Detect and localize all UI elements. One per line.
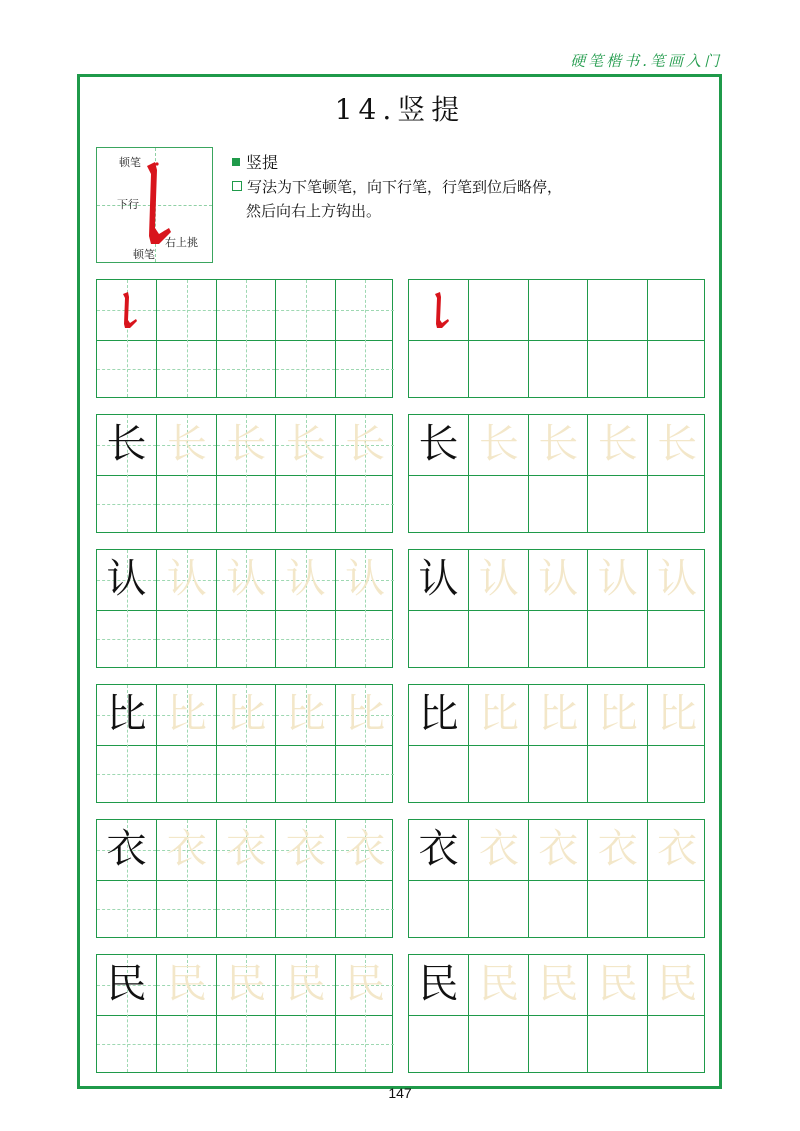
practice-cell[interactable] <box>587 280 646 397</box>
practice-cell[interactable] <box>647 955 706 1072</box>
vertical-lift-stroke-icon <box>97 280 156 339</box>
trace-character: 衣 <box>597 826 638 872</box>
practice-cell[interactable] <box>647 550 706 667</box>
practice-cell[interactable] <box>156 550 215 667</box>
trace-character: 民 <box>345 961 386 1007</box>
practice-cell[interactable] <box>528 550 587 667</box>
practice-cell[interactable] <box>275 685 334 802</box>
practice-grid <box>408 279 705 398</box>
practice-cell[interactable] <box>468 820 527 937</box>
practice-cell[interactable] <box>468 685 527 802</box>
practice-cell[interactable] <box>409 955 468 1072</box>
model-character: 比 <box>106 691 147 737</box>
trace-character: 长 <box>597 421 638 467</box>
practice-cell[interactable] <box>275 820 334 937</box>
trace-character: 认 <box>657 556 698 602</box>
practice-cell[interactable] <box>275 280 334 397</box>
trace-character: 长 <box>538 421 579 467</box>
practice-cell[interactable] <box>156 280 215 397</box>
practice-grid <box>408 549 705 668</box>
practice-grid <box>96 279 393 398</box>
practice-grid <box>408 819 705 938</box>
practice-cell[interactable] <box>97 415 156 532</box>
model-character: 民 <box>106 961 147 1007</box>
trace-character: 衣 <box>345 826 386 872</box>
trace-character: 长 <box>657 421 698 467</box>
trace-character: 比 <box>226 691 267 737</box>
practice-cell[interactable] <box>335 820 394 937</box>
practice-cell[interactable] <box>409 820 468 937</box>
stroke-description <box>232 175 702 223</box>
stroke-demo-box <box>96 147 213 263</box>
description-line-2: 然后向右上方钩出。 <box>246 202 382 220</box>
practice-cell[interactable] <box>335 685 394 802</box>
practice-cell[interactable] <box>468 280 527 397</box>
practice-cell[interactable] <box>335 280 394 397</box>
practice-cell[interactable] <box>409 685 468 802</box>
practice-cell[interactable] <box>587 685 646 802</box>
stroke-heading-text: 竖提 <box>246 153 279 172</box>
practice-cell[interactable] <box>409 550 468 667</box>
practice-cell[interactable] <box>156 955 215 1072</box>
practice-cell[interactable] <box>97 550 156 667</box>
trace-character: 衣 <box>538 826 579 872</box>
trace-character: 比 <box>478 691 519 737</box>
trace-character: 比 <box>345 691 386 737</box>
page-number: 147 <box>388 1085 412 1101</box>
trace-character: 民 <box>478 961 519 1007</box>
practice-cell[interactable] <box>97 280 156 397</box>
trace-character: 民 <box>226 961 267 1007</box>
practice-cell[interactable] <box>647 685 706 802</box>
model-character: 认 <box>418 556 459 602</box>
trace-character: 比 <box>166 691 207 737</box>
practice-cell[interactable] <box>216 955 275 1072</box>
book-title: 硬笔楷书.笔画入门 <box>570 52 722 70</box>
practice-cell[interactable] <box>97 955 156 1072</box>
trace-character: 比 <box>597 691 638 737</box>
trace-character: 认 <box>285 556 326 602</box>
demo-label-middle: 下行 <box>117 198 139 211</box>
trace-character: 衣 <box>166 826 207 872</box>
model-character: 认 <box>106 556 147 602</box>
practice-cell[interactable] <box>528 415 587 532</box>
practice-cell[interactable] <box>587 955 646 1072</box>
trace-character: 长 <box>478 421 519 467</box>
trace-character: 长 <box>226 421 267 467</box>
model-character: 比 <box>418 691 459 737</box>
practice-cell[interactable] <box>409 280 468 397</box>
practice-cell[interactable] <box>156 415 215 532</box>
practice-grid <box>408 684 705 803</box>
practice-cell[interactable] <box>335 415 394 532</box>
trace-character: 衣 <box>478 826 519 872</box>
trace-character: 衣 <box>285 826 326 872</box>
practice-cell[interactable] <box>156 820 215 937</box>
description-line-1: 写法为下笔顿笔，向下行笔，行笔到位后略停， <box>247 178 563 196</box>
trace-character: 长 <box>166 421 207 467</box>
trace-character: 民 <box>657 961 698 1007</box>
practice-cell[interactable] <box>587 550 646 667</box>
practice-grid <box>96 954 393 1073</box>
practice-cell[interactable] <box>468 550 527 667</box>
practice-cell[interactable] <box>647 415 706 532</box>
model-character: 民 <box>418 961 459 1007</box>
practice-cell[interactable] <box>97 685 156 802</box>
practice-grid <box>96 684 393 803</box>
trace-character: 民 <box>597 961 638 1007</box>
model-character: 长 <box>418 421 459 467</box>
practice-cell[interactable] <box>216 415 275 532</box>
practice-cell[interactable] <box>216 550 275 667</box>
trace-character: 比 <box>538 691 579 737</box>
practice-cell[interactable] <box>156 685 215 802</box>
trace-character: 长 <box>345 421 386 467</box>
trace-character: 民 <box>285 961 326 1007</box>
trace-character: 比 <box>285 691 326 737</box>
practice-cell[interactable] <box>275 550 334 667</box>
practice-cell[interactable] <box>216 280 275 397</box>
practice-cell[interactable] <box>468 415 527 532</box>
practice-cell[interactable] <box>528 955 587 1072</box>
model-character: 衣 <box>106 826 147 872</box>
trace-character: 长 <box>285 421 326 467</box>
trace-character: 衣 <box>226 826 267 872</box>
practice-grid <box>96 549 393 668</box>
model-character: 长 <box>106 421 147 467</box>
practice-cell[interactable] <box>335 550 394 667</box>
practice-cell[interactable] <box>528 685 587 802</box>
practice-grid <box>96 819 393 938</box>
practice-cell[interactable] <box>647 820 706 937</box>
trace-character: 比 <box>657 691 698 737</box>
practice-cell[interactable] <box>335 955 394 1072</box>
practice-cell[interactable] <box>468 955 527 1072</box>
trace-character: 民 <box>166 961 207 1007</box>
practice-cell[interactable] <box>216 820 275 937</box>
trace-character: 认 <box>345 556 386 602</box>
demo-label-start: 顿笔 <box>119 156 141 169</box>
trace-character: 认 <box>478 556 519 602</box>
trace-character: 认 <box>226 556 267 602</box>
practice-cell[interactable] <box>275 955 334 1072</box>
trace-character: 民 <box>538 961 579 1007</box>
trace-character: 认 <box>597 556 638 602</box>
demo-label-hook: 右上挑 <box>165 236 198 249</box>
practice-cell[interactable] <box>216 685 275 802</box>
stroke-heading <box>232 150 278 173</box>
practice-grid <box>96 414 393 533</box>
practice-cell[interactable] <box>528 280 587 397</box>
trace-character: 认 <box>538 556 579 602</box>
practice-grid <box>408 414 705 533</box>
model-character: 衣 <box>418 826 459 872</box>
practice-cell[interactable] <box>528 820 587 937</box>
trace-character: 认 <box>166 556 207 602</box>
vertical-lift-stroke-icon <box>409 280 468 339</box>
practice-cell[interactable] <box>409 415 468 532</box>
trace-character: 衣 <box>657 826 698 872</box>
demo-label-end: 顿笔 <box>133 248 155 261</box>
lesson-title: 14.竖提 <box>334 93 466 126</box>
practice-cell[interactable] <box>587 415 646 532</box>
practice-cell[interactable] <box>275 415 334 532</box>
practice-cell[interactable] <box>97 820 156 937</box>
practice-cell[interactable] <box>587 820 646 937</box>
practice-cell[interactable] <box>647 280 706 397</box>
practice-grid <box>408 954 705 1073</box>
